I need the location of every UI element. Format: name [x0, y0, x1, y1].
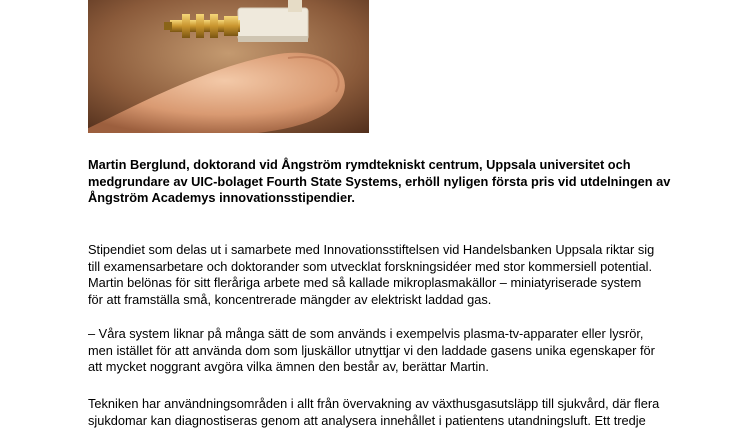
body-paragraph-stipend: [88, 242, 688, 309]
body-paragraph-applications: [88, 396, 688, 429]
body-line: till examensarbetare och doktorander som utvecklat forskningsidéer med stor kommersiell potential.: [88, 258, 653, 274]
body-line: sjukdomar kan diagnostiseras genom att analysera innehållet i patientens utandningsluft. Ett tredje: [88, 412, 646, 428]
lead-line: medgrundare av UIC-bolaget Fourth State Systems, erhöll nyligen första pris vid utdelningen av: [88, 173, 671, 189]
body-line: men istället för att använda dom som ljuskällor utnyttjar vi den laddade gasens unika egenskaper för: [88, 342, 655, 358]
article-photo: [88, 0, 369, 133]
lead-line: Martin Berglund, doktorand vid Ångström rymdtekniskt centrum, Uppsala universitet och: [88, 157, 631, 172]
body-line: Martin belönas för sitt fleråriga arbete med så kallade mikroplasmakällor – miniatyriserade system: [88, 275, 642, 291]
body-line: – Våra system liknar på många sätt de som används i exempelvis plasma-tv-apparater eller lysrör,: [88, 326, 644, 341]
lead-paragraph: [88, 157, 688, 207]
body-line: Stipendiet som delas ut i samarbete med Innovationsstiftelsen vid Handelsbanken Uppsala riktar sig: [88, 242, 655, 257]
body-paragraph-quote: [88, 326, 688, 376]
body-line: Tekniken har användningsområden i allt från övervakning av växthusgasutsläpp till sjukvård, där flera: [88, 396, 660, 411]
body-line: för att framställa små, koncentrerade mängder av elektriskt laddad gas.: [88, 292, 492, 308]
body-line: att mycket noggrant avgöra vilka ämnen den består av, berättar Martin.: [88, 359, 489, 375]
lead-line: Ångström Academys innovationsstipendier.: [88, 190, 355, 206]
